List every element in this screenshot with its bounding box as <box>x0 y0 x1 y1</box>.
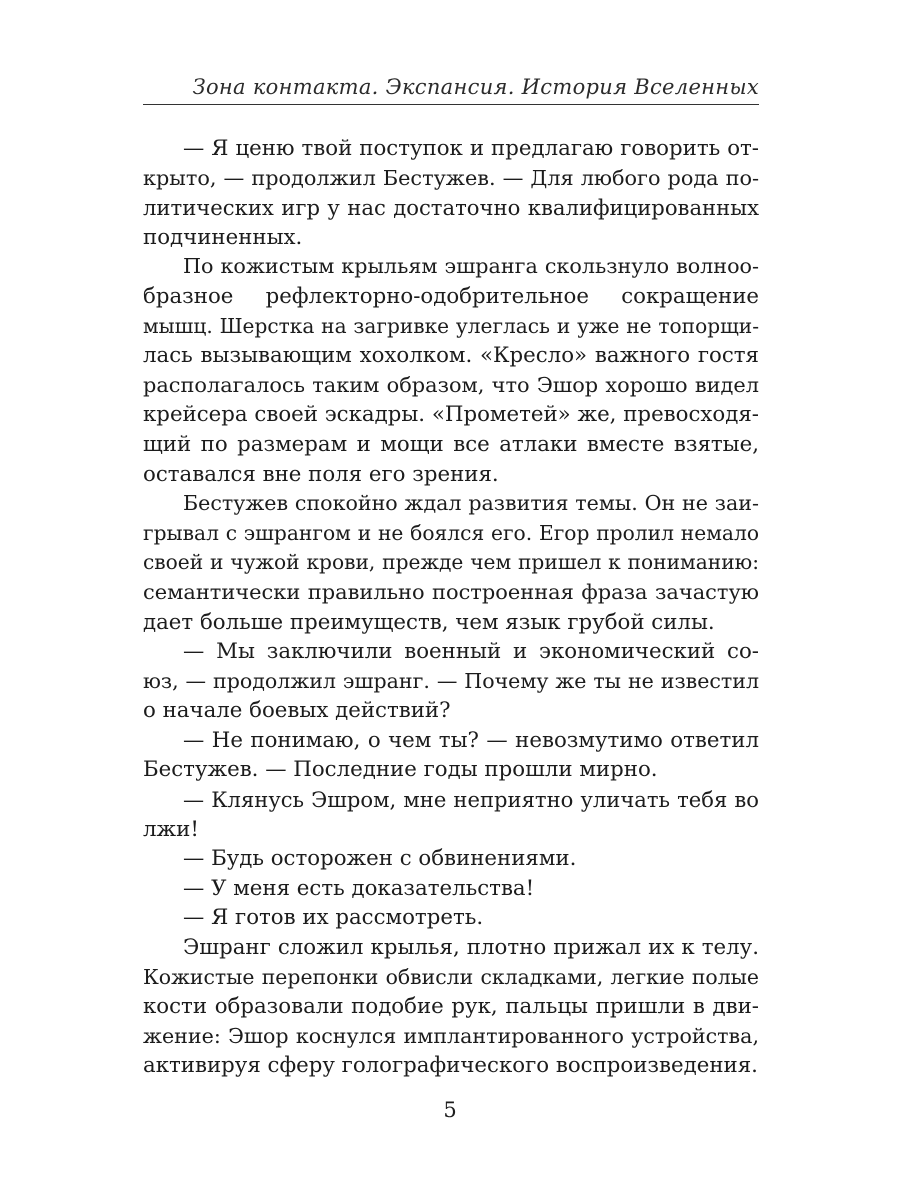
text-line: щий по размерам и мощи все атлаки вместе взятые, <box>143 431 759 457</box>
text-line: — У меня есть доказательства! <box>183 875 535 901</box>
header-rule <box>143 104 759 105</box>
text-line: юз, — продолжил эшранг. — Почему же ты не известил <box>143 668 759 693</box>
text-line: — Я готов их рассмотреть. <box>183 905 484 931</box>
text-line: По кожистым крыльям эшранга скользнуло волноо- <box>183 254 759 279</box>
text-line: — Клянусь Эшром, мне неприятно уличать тебя во <box>183 787 759 813</box>
text-line: располагалось таким образом, что Эшор хорошо видел <box>143 372 759 397</box>
text-line: литических игр у нас достаточно квалифицированных <box>143 195 759 221</box>
text-line: Бестужев. — Последние годы прошли мирно. <box>143 757 658 783</box>
text-line: о начале боевых действий? <box>143 698 451 724</box>
text-line: подчиненных. <box>143 224 303 250</box>
text-line: лжи! <box>143 816 199 842</box>
text-line: — Будь осторожен с обвинениями. <box>183 846 577 872</box>
text-line: активируя сферу голографического воспроизведения. <box>143 1053 758 1079</box>
text-line: мышц. Шерстка на загривке улеглась и уже не топорщи- <box>143 313 759 338</box>
text-line: лась вызывающим хохолком. «Кресло» важного гостя <box>143 343 759 369</box>
text-line: — Я ценю твой поступок и предлагаю говорить от- <box>183 136 759 161</box>
text-line: оставался вне поля его зрения. <box>143 461 499 487</box>
text-line: жение: Эшор коснулся имплантированного устройства, <box>143 1023 759 1048</box>
text-line: Бестужев спокойно ждал развития темы. Он не заи- <box>183 491 759 516</box>
text-line: — Мы заключили военный и экономический со- <box>183 639 759 665</box>
text-line: дает больше преимуществ, чем язык грубой силы. <box>143 609 715 635</box>
body-text <box>143 134 759 1081</box>
text-line: Эшранг сложил крылья, плотно прижал их к телу. <box>183 935 759 961</box>
text-line: крейсера своей эскадры. «Прометей» же, превосходя- <box>143 402 759 428</box>
page-number: 5 <box>443 1098 457 1122</box>
text-line: Кожистые перепонки обвисли складками, легкие полые <box>143 964 759 989</box>
text-line: семантически правильно построенная фраза зачастую <box>143 579 759 604</box>
text-line: — Не понимаю, о чем ты? — невозмутимо ответил <box>183 727 759 753</box>
text-line: грывал с эшрангом и не боялся его. Егор пролил немало <box>143 520 759 545</box>
running-header: Зона контакта. Экспансия. История Вселенных <box>192 75 759 99</box>
text-line: своей и чужой крови, прежде чем пришел к пониманию: <box>143 550 759 575</box>
text-line: бразное рефлекторно-одобрительное сокращение <box>143 283 759 309</box>
text-line: крыто, — продолжил Бестужев. — Для любого рода по- <box>143 165 759 190</box>
text-line: кости образовали подобие рук, пальцы пришли в дви- <box>143 994 759 1020</box>
